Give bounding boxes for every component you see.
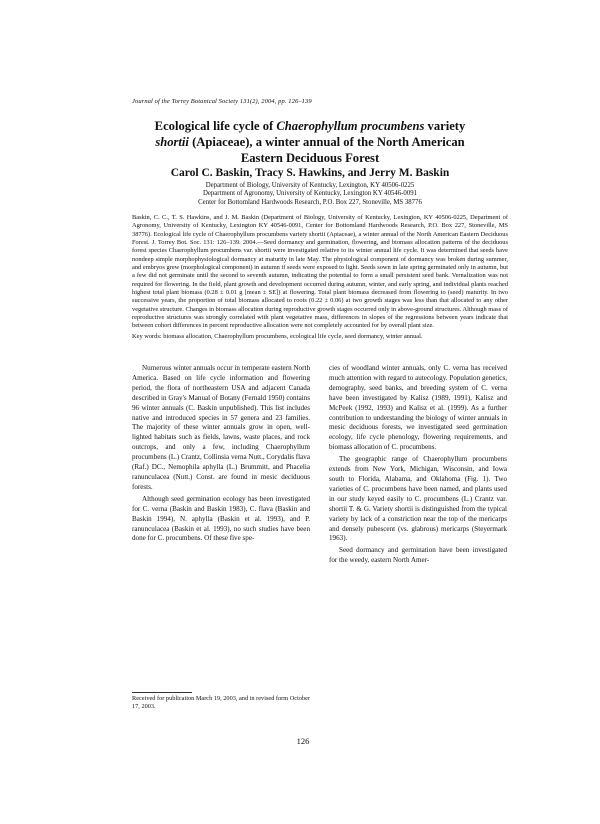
title-variety-name: shortii (155, 135, 189, 149)
affiliation-1: Department of Biology, University of Kentucky, Lexington, KY 40506-0225 (205, 182, 415, 189)
running-head: Journal of the Torrey Botanical Society 131(2), 2004, pp. 126–139 (132, 98, 312, 105)
body-paragraph: Numerous winter annuals occur in temperate eastern North America. Based on life cycle information and flowering period, the flora of northeastern USA and adjacent Canada described in Gray's Manual of Botany (Fernald 1950) contains 96 winter annuals (C. Baskin unpublished). This list includes native and introduced species in 57 genera and 23 families. The majority of these winter annuals grow in open, well-lighted habitats such as fields, lawns, waste places, and rock outcrops, and only a few, including Chaerophyllum procumbens (L.) Crantz, Collinsia verna Nutt., Corydalis flava (Raf.) DC., Nemophila aphylla (L.) Brummitt, and Phacelia ranunculacea (Nutt.) Const. are found in mesic deciduous forests. (132, 364, 310, 491)
body-paragraph: cies of woodland winter annuals, only C. verna has received much attention with regard to autecology. Population genetics, demography, seed banks, and breeding system of C. verna have been investigated by Kalisz (1989, 1991), Kalisz and McPeek (1992, 1993) and Kalisz et al. (1999). As a further contribution to understanding the biology of winter annuals in mesic deciduous forests, we investigated seed germination ecology, life cycle phenology, flowering requirements, and biomass allocation of C. procumbens. (329, 364, 507, 452)
title-species-name: Chaerophyllum procumbens (276, 119, 425, 133)
author-list: Carol C. Baskin, Tracy S. Hawkins, and Jerry M. Baskin (170, 167, 450, 179)
affiliation-3: Center for Bottomland Hardwoods Research, P.O. Box 227, Stoneville, MS 38776 (198, 198, 422, 206)
footnote-rule (132, 692, 192, 693)
body-paragraph: Seed dormancy and germination have been investigated for the weedy, eastern North Amer- (329, 546, 507, 565)
title-line-1-prefix: Ecological life cycle of (154, 119, 277, 133)
keywords-text: biomass allocation, Chaerophyllum procumbens, ecological life cycle, seed dormancy, winter annual. (163, 332, 423, 340)
body-column-left (132, 364, 310, 744)
keywords-label: Key words: (132, 332, 162, 340)
body-paragraph: Although seed germination ecology has been investigated for C. verna (Baskin and Baskin 1983), C. flava (Baskin and Baskin 1994), N. aphylla (Baskin et al. 1993), and P. ranunculacea (Baskin et al. 1993), no such studies have been done for C. procumbens. Of these five spe- (132, 494, 310, 543)
title-line-2-rest: (Apiaceae), a winter annual of the North American (188, 135, 465, 149)
title-line-1 (120, 118, 500, 134)
affiliation-2: Department of Agronomy, University of Kentucky, Lexington KY 40546-0091 (202, 190, 418, 198)
title-line-2 (120, 134, 500, 150)
title-line-1-suffix: variety (424, 119, 466, 133)
body-paragraph: The geographic range of Chaerophyllum procumbens extends from New York, Michigan, Wisconsin, and Iowa south to Florida, Alabama, and Oklahoma (Fig. 1). Two varieties of C. procumbens have been named, and plants used in our study keyed easily to C. procumbens (L.) Crantz var. shortii T. & G. Variety shortii is distinguished from the typical variety by lack of a constriction near the top of the mericarps and densely pubescent (vs. glabrous) mericarps (Steyermark 1963). (329, 455, 507, 543)
article-title (120, 118, 500, 166)
keywords (132, 333, 508, 341)
body-column-right (329, 364, 507, 824)
affiliations (120, 182, 500, 207)
title-line-3: Eastern Deciduous Forest (240, 151, 380, 165)
abstract-text: Baskin, C. C., T. S. Hawkins, and J. M. Baskin (Department of Biology, University of Kentucky, Lexington, KY 40506-0225, Department of Agronomy, University of Kentucky, Lexington KY 40546-0091, Center for Bottomland Hardwoods Research, P.O. Box 227, Stoneville, MS 38776). Ecological life cycle of Chaerophyllum procumbens variety shortii (Apiaceae), a winter annual of the North American Eastern Deciduous Forest. J. Torrey Bot. Soc. 131: 126–139. 2004.—Seed dormancy and germination, flowering, and biomass allocation patterns of the deciduous forest species Chaerophyllum procumbens var. shortii were investigated relative to its winter annual life cycle. It was determined that seeds have nondeep simple morphophysiological dormancy at maturity in late May. The physiological component of dormancy was broken during summer, and embryos grew (morphological component) in autumn if seeds were exposed to light. Seeds sown in late spring germinated only in autumn, but a few did not germinate until the second to seventh autumn, indicating the potential to form a small persistent seed bank. Vernalization was not required for flowering. In the field, plant growth and development occurred during autumn, winter, and early spring, and individual plants reached highest total plant biomass (0.28 ± 0.01 g [mean ± SE]) at flowering. Total plant biomass decreased from flowering to (seed) maturity. In two successive years, the proportion of total biomass allocated to roots (0.22 ± 0.06) at two growth stages was less than that allocated to any other vegetative structure. Changes in biomass allocation during reproductive growth stages occurred only in above-ground structures. Although mass of reproductive structures was strongly correlated with plant vegetative mass, differences in slopes of the regressions between years indicate that between cohort differences in percent reproductive allocation were not completely accounted for by overall plant size. (132, 214, 508, 330)
page-number: 126 (296, 736, 310, 746)
footnote-received: Received for publication March 19, 2003, and in revised form October 17, 2003. (132, 695, 311, 710)
